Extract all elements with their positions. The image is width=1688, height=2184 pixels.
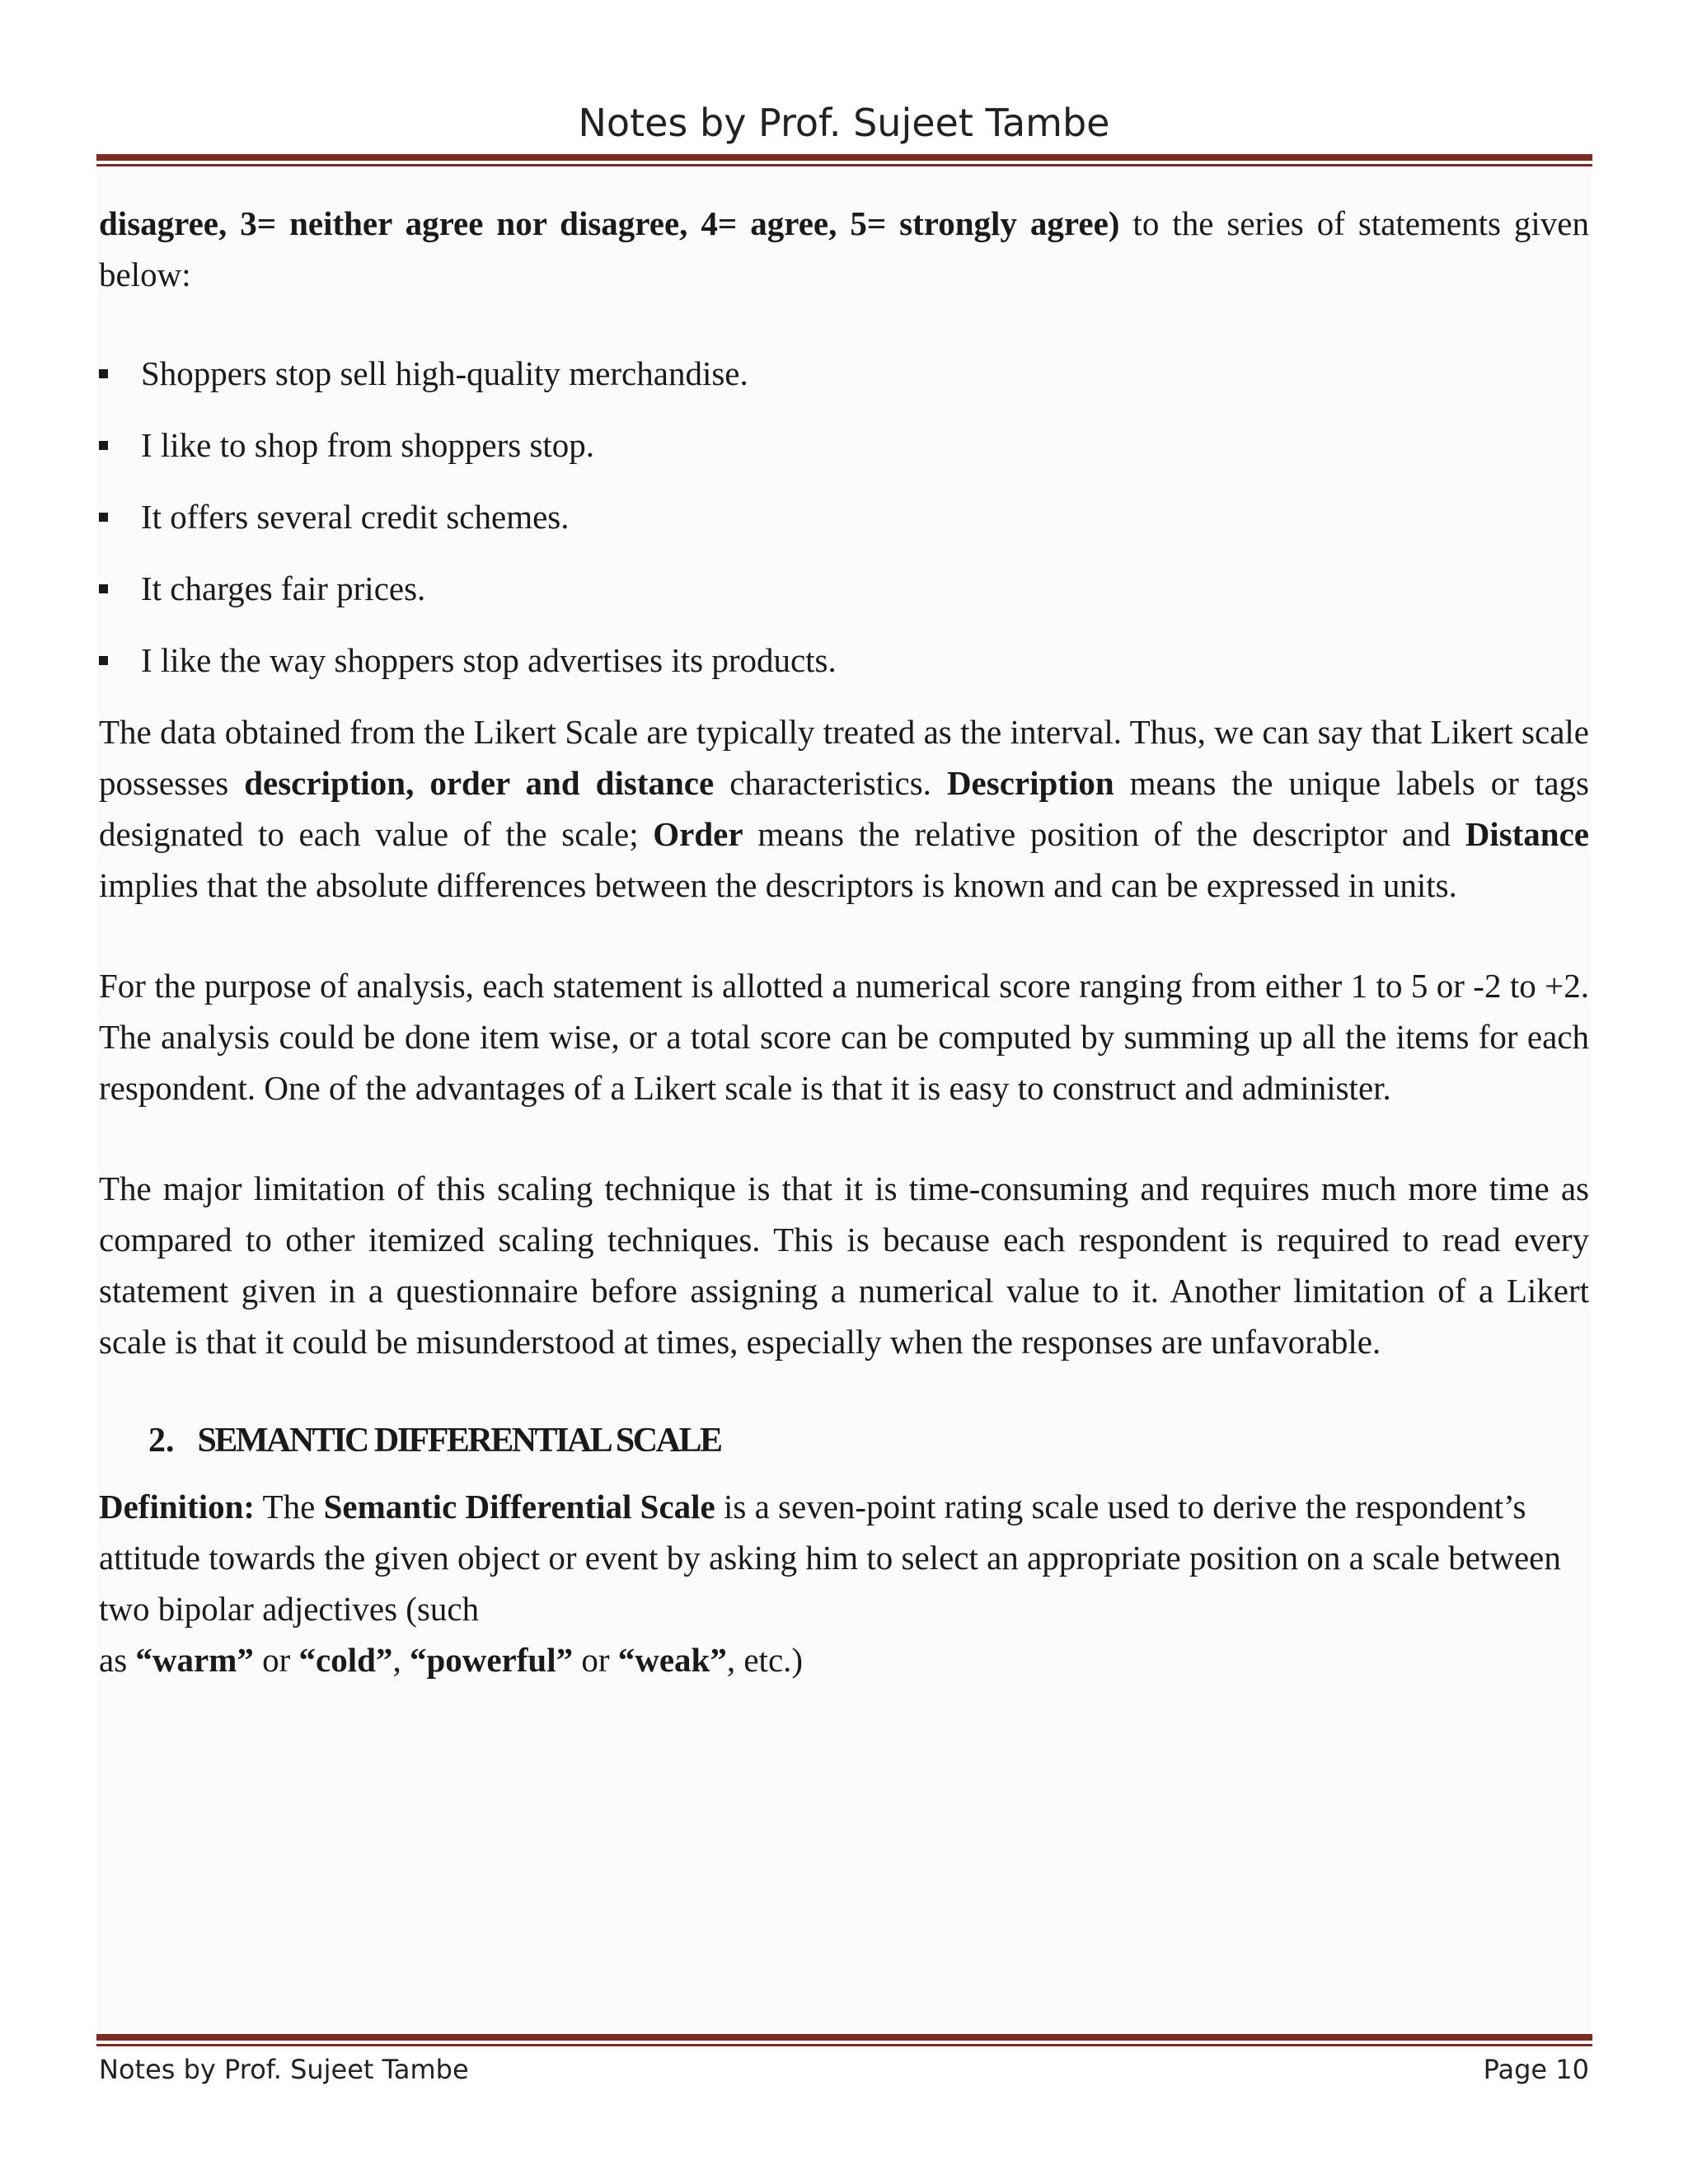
square-bullet-icon	[99, 656, 108, 665]
section-title: SEMANTIC DIFFERENTIAL SCALE	[197, 1422, 721, 1460]
square-bullet-icon	[99, 584, 108, 593]
footer-rule-thin	[96, 2044, 1592, 2046]
page-header-title: Notes by Prof. Sujeet Tambe	[578, 101, 1110, 145]
analysis-paragraph: For the purpose of analysis, each statement is allotted a numerical score ranging from either 1 to 5 or -2 to +2. The analysis could be done item wise, or a total score can be computed by summing up all the items for each respondent. One of the advantages of a Likert scale is that it is easy to construct and administer.	[99, 967, 1589, 1107]
document-body	[99, 198, 1589, 1685]
footer-rule-thick	[96, 2034, 1592, 2041]
footer-author: Notes by Prof. Sujeet Tambe	[99, 2054, 469, 2085]
limitation-paragraph: The major limitation of this scaling technique is that it is time-consuming and requires much more time as compared to other itemized scaling techniques. This is because each respondent is required to read every statement given in a questionnaire before assigning a numerical value to it. Another limitation of a Likert scale is that it could be misunderstood at times, especially when the responses are unfavorable.	[99, 1169, 1589, 1361]
intro-paragraph	[99, 198, 1589, 300]
statement-list	[99, 348, 1589, 706]
list-item: It offers several credit schemes.	[99, 491, 1589, 563]
likert-characteristics-paragraph: The data obtained from the Likert Scale are typically treated as the interval. Thus, we can say that Likert scale possesses description, order and distance characteristics. Description means the unique labels or tags designated to each value of the scale; Order means the relative position of the descriptor and Distance implies that the absolute differences between the descriptors is known and can be expressed in units.	[99, 713, 1590, 904]
header-rule-thick	[96, 154, 1592, 161]
list-item: I like the way shoppers stop advertises its products.	[99, 635, 1589, 706]
header-rule-thin	[96, 164, 1592, 166]
list-item: It charges fair prices.	[99, 563, 1589, 635]
square-bullet-icon	[99, 369, 108, 378]
footer-page-number: Page 10	[1483, 2054, 1589, 2085]
square-bullet-icon	[99, 513, 108, 522]
section-number: 2.	[148, 1422, 175, 1460]
list-item: Shoppers stop sell high-quality merchandise.	[99, 348, 1589, 419]
square-bullet-icon	[99, 441, 108, 450]
intro-bold-text: disagree, 3= neither agree nor disagree, 4= agree, 5= strongly agree)	[99, 204, 1120, 242]
list-item: I like to shop from shoppers stop.	[99, 419, 1589, 491]
intro-text: to the series of statements given below:	[99, 204, 1589, 293]
section-heading	[148, 1415, 1589, 1466]
definition-paragraph: Definition: The Semantic Differential Scale is a seven-point rating scale used to derive the respondent’s attitude towards the given object or event by asking him to select an appropriate position on a scale between two bipolar adjectives (such as “warm” or “cold”, “powerful” or “weak”, etc.)	[99, 1488, 1561, 1679]
